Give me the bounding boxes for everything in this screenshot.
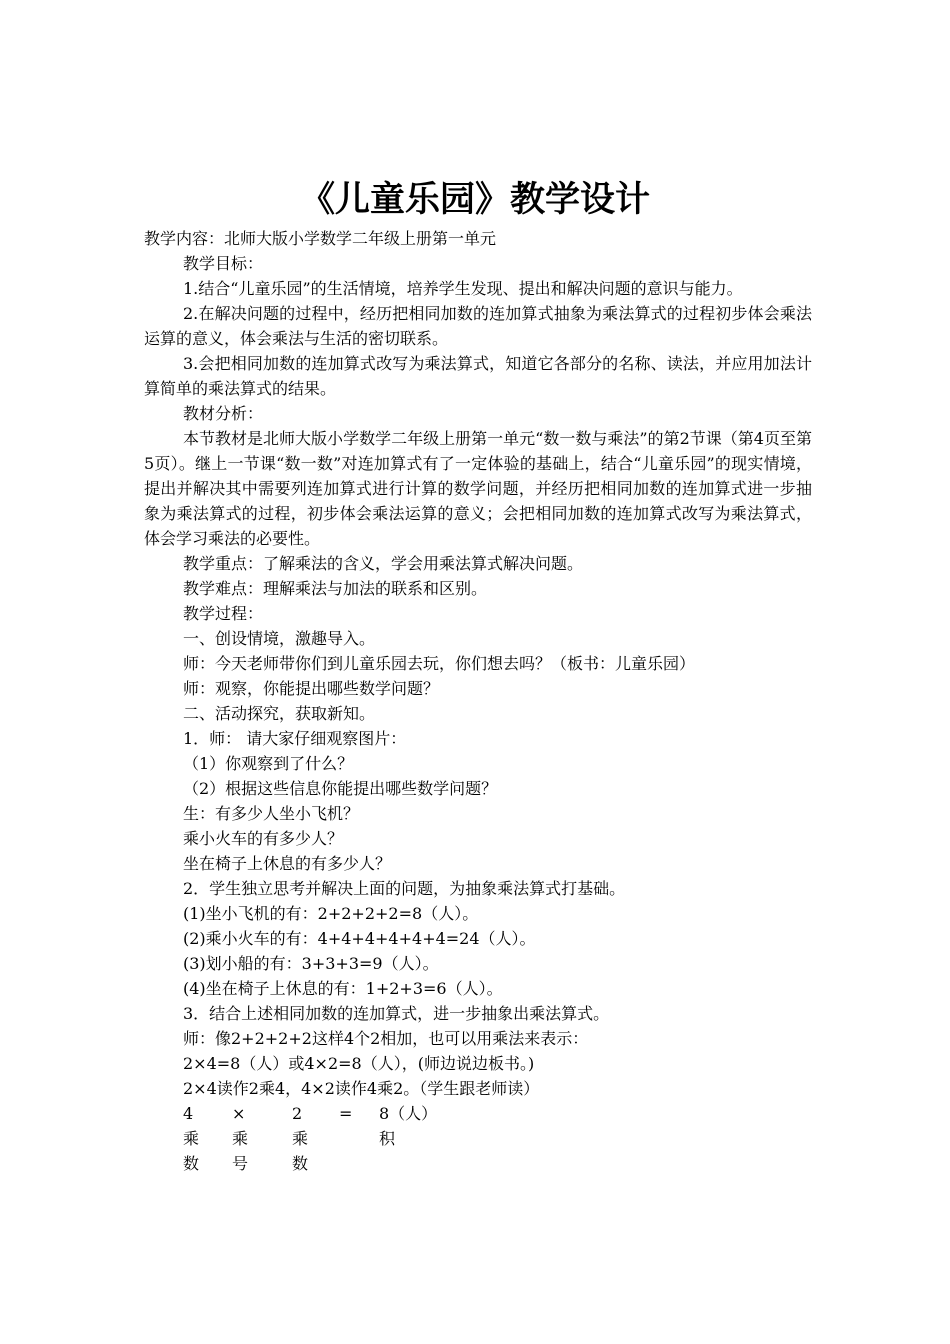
calc-4: (4)坐在椅子上休息的有：1+2+3=6（人）。 <box>183 979 503 998</box>
table-cell <box>339 1151 379 1176</box>
multiplication-parts-table <box>144 1101 812 1176</box>
teacher-line-1: 师：今天老师带你们到儿童乐园去玩，你们想去吗？（板书：儿童乐园） <box>183 654 696 673</box>
table-row-equation <box>144 1101 812 1126</box>
analysis-paragraph: 本节教材是北师大版小学数学二年级上册第一单元“数一数与乘法”的第2节课（第4页至第5页）。继上一节课“数一数”对连加算式有了一定体验的基础上，结合“儿童乐园”的现实情境，提出并解决其中需要列连加算式进行计算的数学问题，并经历把相同加数的连加算式进一步抽象为乘法算式的过程，初步体会乘法运算的意义；会把相同加数的连加算式改写为乘法算式，体会学习乘法的必要性。 <box>144 429 812 548</box>
table-cell: 号 <box>232 1154 249 1173</box>
student-line-2: 乘小火车的有多少人？ <box>183 829 344 848</box>
table-row-labels-1 <box>144 1126 812 1151</box>
goal-heading: 教学目标： <box>183 254 264 273</box>
student-line-3: 坐在椅子上休息的有多少人？ <box>183 854 392 873</box>
table-cell: = <box>339 1104 353 1123</box>
table-cell: 8（人） <box>379 1104 438 1123</box>
teacher-line-3: 师：像2+2+2+2这样4个2相加，也可以用乘法来表示： <box>183 1029 589 1048</box>
table-cell: 数 <box>183 1154 200 1173</box>
goal-2: 2.在解决问题的过程中，经历把相同加数的连加算式抽象为乘法算式的过程初步体会乘法运算的意义，体会乘法与生活的密切联系。 <box>144 304 812 348</box>
table-cell: 2 <box>292 1104 303 1123</box>
table-cell: 乘 <box>232 1129 249 1148</box>
table-row-labels-2 <box>144 1151 812 1176</box>
document-body <box>144 226 812 1176</box>
document-title: 《儿童乐园》教学设计 <box>299 180 650 220</box>
goal-3: 3.会把相同加数的连加算式改写为乘法算式，知道它各部分的名称、读法，并应用加法计算简单的乘法算式的结果。 <box>144 354 812 398</box>
teaching-content: 教学内容：北师大版小学数学二年级上册第一单元 <box>144 229 497 248</box>
step-1: 1．师： 请大家仔细观察图片： <box>183 729 407 748</box>
calc-3: (3)划小船的有：3+3+3=9（人）。 <box>183 954 439 973</box>
goal-1: 1.结合“儿童乐园”的生活情境，培养学生发现、提出和解决问题的意识与能力。 <box>183 279 743 298</box>
calc-1: (1)坐小飞机的有：2+2+2+2=8（人）。 <box>183 904 479 923</box>
calc-2: (2)乘小火车的有：4+4+4+4+4+4=24（人）。 <box>183 929 536 948</box>
section-2-heading: 二、活动探究，获取新知。 <box>183 704 376 723</box>
step-3: 3．结合上述相同加数的连加算式，进一步抽象出乘法算式。 <box>183 1004 610 1023</box>
difficulty: 教学难点：理解乘法与加法的联系和区别。 <box>183 579 488 598</box>
key-point: 教学重点：了解乘法的含义，学会用乘法算式解决问题。 <box>183 554 584 573</box>
formula-2: 2×4读作2乘4，4×2读作4乘2。（学生跟老师读） <box>183 1079 540 1098</box>
formula-1: 2×4=8（人）或4×2=8（人），(师边说边板书。) <box>183 1054 535 1073</box>
section-1-heading: 一、创设情境，激趣导入。 <box>183 629 376 648</box>
table-cell <box>379 1151 439 1176</box>
analysis-heading: 教材分析： <box>183 404 264 423</box>
process-heading: 教学过程： <box>183 604 264 623</box>
table-cell: 乘 <box>292 1129 309 1148</box>
table-cell: 积 <box>379 1129 396 1148</box>
teacher-line-2: 师：观察，你能提出哪些数学问题？ <box>183 679 440 698</box>
question-1: （1）你观察到了什么？ <box>183 754 354 773</box>
table-cell: 乘 <box>183 1129 200 1148</box>
student-line-1: 生：有多少人坐小飞机？ <box>183 804 360 823</box>
table-cell: 数 <box>292 1154 309 1173</box>
step-2: 2．学生独立思考并解决上面的问题，为抽象乘法算式打基础。 <box>183 879 626 898</box>
table-cell <box>339 1126 379 1151</box>
table-cell: × <box>232 1104 246 1123</box>
table-cell: 4 <box>183 1104 194 1123</box>
question-2: （2）根据这些信息你能提出哪些数学问题？ <box>183 779 498 798</box>
